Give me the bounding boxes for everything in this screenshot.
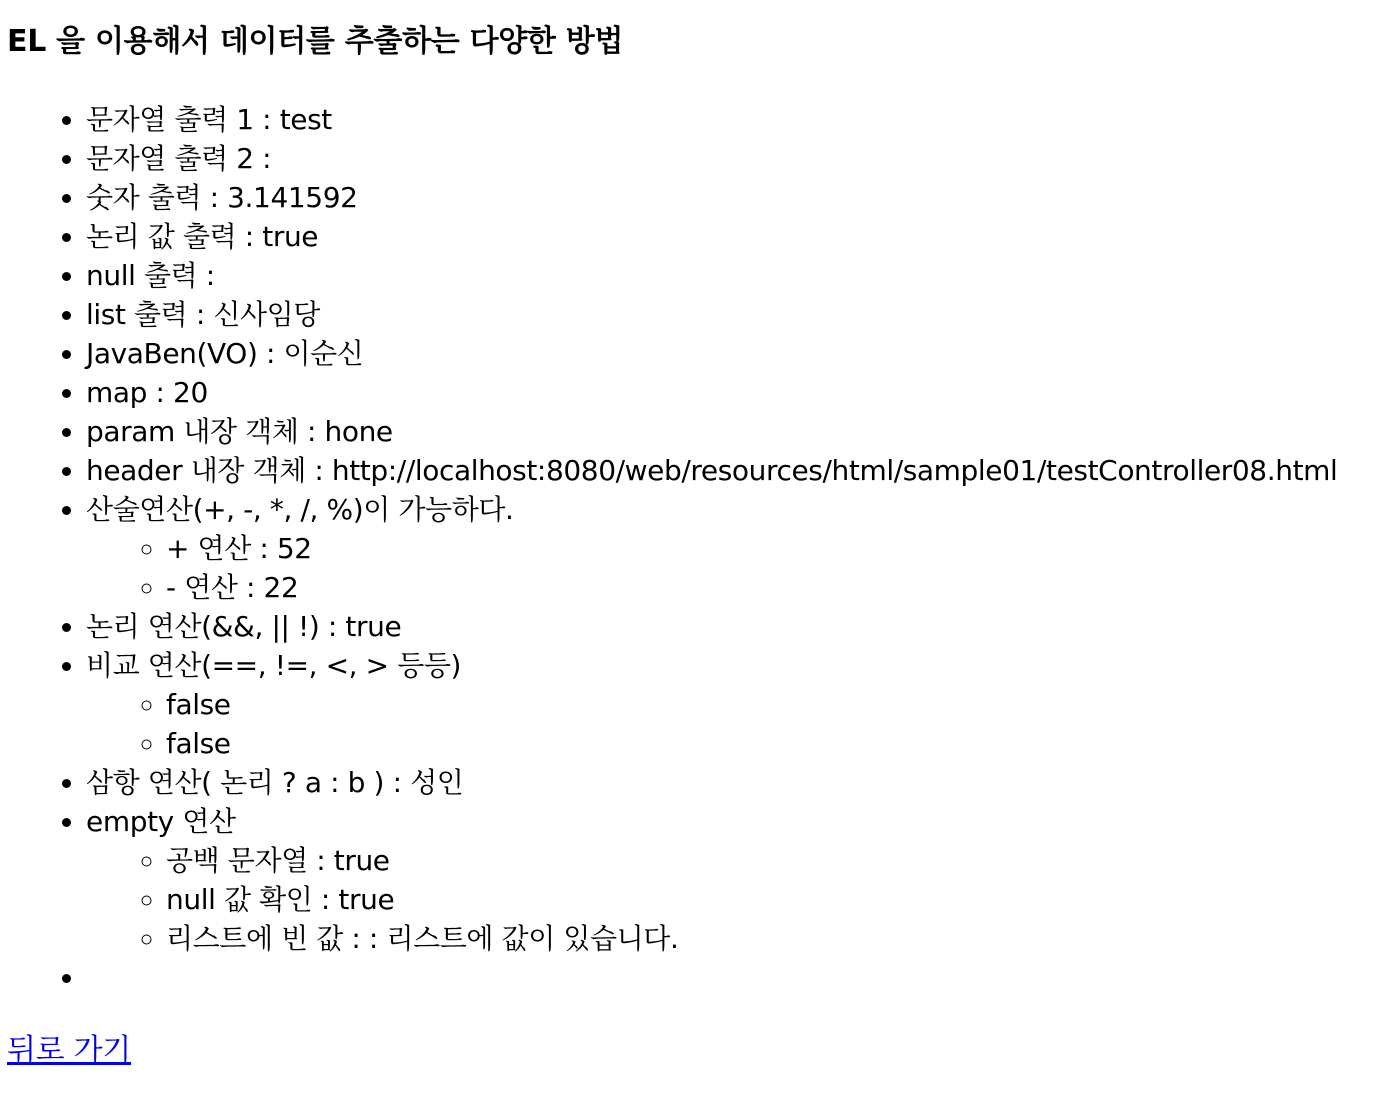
sub-item-minus: ◦ - 연산 : 22	[166, 568, 1367, 607]
list-item-string-2: • 문자열 출력 2 :	[86, 139, 1367, 178]
sub-item-plus: ◦ + 연산 : 52	[166, 529, 1367, 568]
list-item-header: • header 내장 객체 : http://localhost:8080/web/resources/html/sample01/testController08.html	[86, 451, 1367, 490]
empty-sublist	[86, 841, 1367, 958]
list-item-boolean: • 논리 값 출력 : true	[86, 217, 1367, 256]
page-title: EL 을 이용해서 데이터를 추출하는 다양한 방법	[7, 24, 624, 59]
arithmetic-sublist	[86, 529, 1367, 607]
list-item-number: • 숫자 출력 : 3.141592	[86, 178, 1367, 217]
list-item-empty	[86, 802, 1367, 958]
list-item-arithmetic	[86, 490, 1367, 607]
back-link[interactable]: 뒤로 가기	[7, 1033, 131, 1068]
list-item-ternary: • 삼항 연산( 논리 ? a : b ) : 성인	[86, 763, 1367, 802]
list-item-list: • list 출력 : 신사임당	[86, 295, 1367, 334]
list-item-string-1: • 문자열 출력 1 : test	[86, 100, 1367, 139]
list-item-compare	[86, 646, 1367, 763]
sub-item-compare-2: ◦ false	[166, 724, 1367, 763]
list-item-map: • map : 20	[86, 373, 1367, 412]
arithmetic-label: 산술연산(+, -, *, /, %)이 가능하다.	[86, 493, 514, 526]
sub-item-empty-null: ◦ null 값 확인 : true	[166, 880, 1367, 919]
sub-item-compare-1: ◦ false	[166, 685, 1367, 724]
empty-label: empty 연산	[86, 805, 236, 838]
compare-sublist	[86, 685, 1367, 763]
list-item-param: • param 내장 객체 : hone	[86, 412, 1367, 451]
list-item-blank	[86, 958, 1367, 997]
compare-label: 비교 연산(==, !=, <, > 등등)	[86, 649, 462, 682]
list-item-javabean: • JavaBen(VO) : 이순신	[86, 334, 1367, 373]
list-item-logic: • 논리 연산(&&, || !) : true	[86, 607, 1367, 646]
list-item-null: • null 출력 :	[86, 256, 1367, 295]
el-examples-list	[7, 100, 1367, 997]
sub-item-empty-list: ◦ 리스트에 빈 값 : : 리스트에 값이 있습니다.	[166, 919, 1367, 958]
sub-item-empty-string: ◦ 공백 문자열 : true	[166, 841, 1367, 880]
